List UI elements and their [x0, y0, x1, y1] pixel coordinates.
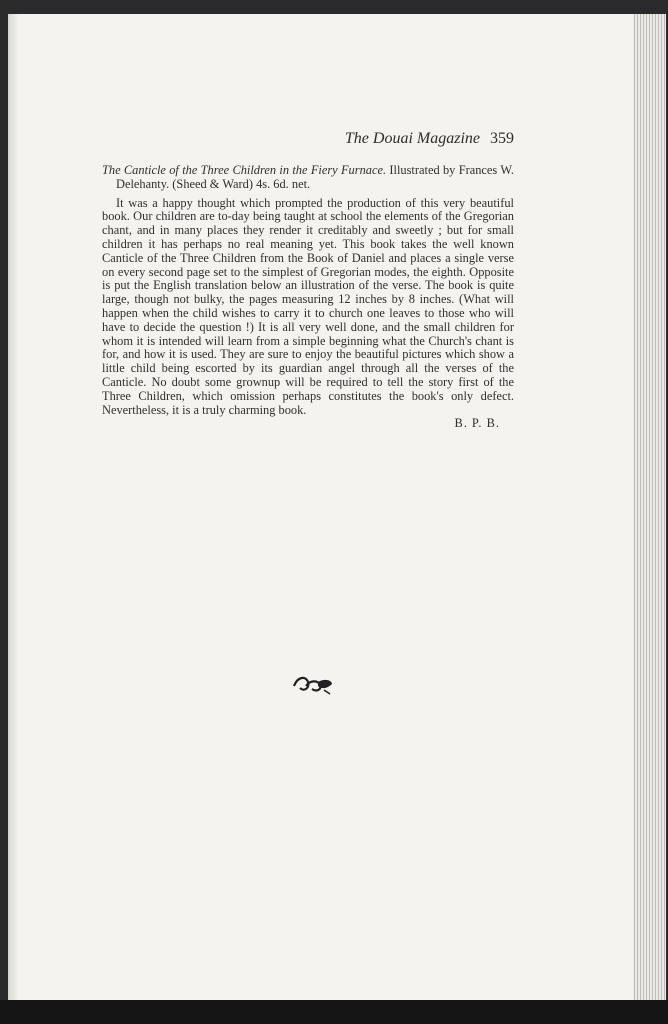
book-cover-edge	[0, 1000, 668, 1024]
review-body: It was a happy thought which prompted the production of this very beautiful book. Our children are to-day being taught at school the elements of the Gregorian chant, and in many places they render it creditably and sweetly ; but for small children it has perhaps no real meaning yet. This book takes the well known Canticle of the Three Children from the Book of Daniel and places a single verse on every second page set to the simplest of Gregorian modes, the eighth. Opposite is put the English translation below an illustration of the verse. The book is quite large, though not bulky, the pages measuring 12 inches by 8 inches. (What will happen when the child wishes to carry it to church one leaves to those who will have to decide the question !) It is all very well done, and the small children for whom it is intended will learn from a simple beginning what the Church's chant is for, and how it is used. They are sure to enjoy the beautiful pictures which show a little child being escorted by its guardian angel through all the verses of the Canticle. No doubt some grownup will be required to tell the story first of the Three Children, which omission perhaps constitutes the book's only defect. Nevertheless, it is a truly charming book.	[102, 195, 514, 417]
reviewer-initials: B. P. B.	[454, 416, 500, 431]
book-title: The Canticle of the Three Children in the Fiery Furnace.	[102, 163, 387, 177]
review-article	[102, 164, 514, 431]
gutter-shadow	[9, 14, 19, 1000]
page-edges	[632, 14, 666, 1004]
page-number: 359	[490, 130, 514, 147]
citation-details: Illustrated by Frances W. Delehanty. (Sheed & Ward) 4s. 6d. net.	[116, 163, 514, 191]
book-page	[8, 14, 633, 1000]
book-citation	[102, 164, 514, 192]
journal-title: The Douai Magazine	[344, 130, 480, 147]
running-head	[320, 130, 514, 148]
leaf-ornament-icon	[290, 672, 336, 696]
